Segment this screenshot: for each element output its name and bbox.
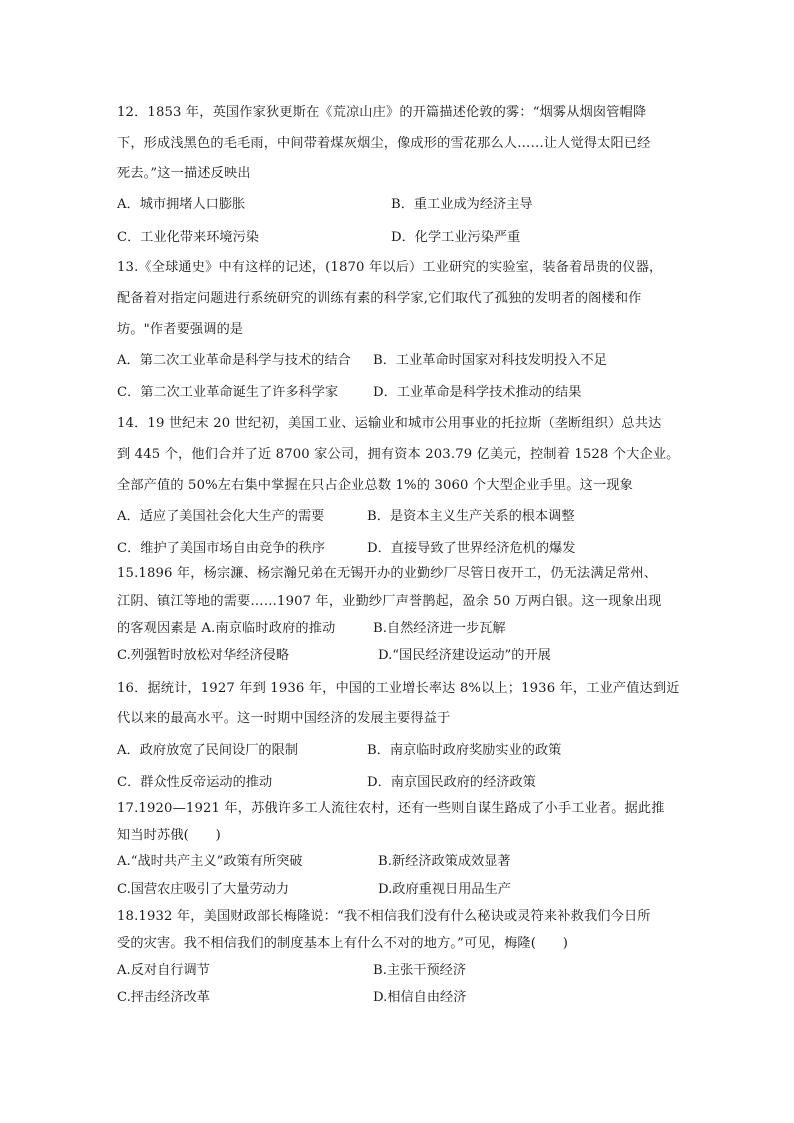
q16-option-b: B．南京临时政府奖励实业的政策 (367, 743, 562, 758)
q14-option-c: C．维护了美国市场自由竞争的秩序 (117, 541, 325, 556)
q17-option-d: D.政府重视日用品生产 (378, 882, 511, 897)
q12-option-c: C．工业化带来环境污染 (117, 230, 259, 245)
q18-option-b: B.主张干预经济 (373, 963, 467, 978)
q15-stem-line-2: 江阴、镇江等地的需要……1907 年，业勤纱厂声誉鹊起，盈余 50 万两白银。这一现象出现 (117, 594, 662, 609)
q14-option-a: A．适应了美国社会化大生产的需要 (117, 509, 325, 524)
q13-stem-line-1: 13.《全球通史》中有这样的记述，(1870 年以后）工业研究的实验室，装备着昂贵的仪器， (117, 260, 663, 275)
q15-option-b: B.自然经济进一步瓦解 (373, 621, 506, 636)
q18-option-d: D.相信自由经济 (373, 990, 467, 1005)
q13-stem-line-3: 坊。"作者要强调的是 (117, 322, 244, 337)
q18-option-c: C.抨击经济改革 (117, 990, 210, 1005)
q13-stem-line-2: 配备着对指定问题进行系统研究的训练有素的科学家,它们取代了孤独的发明者的阁楼和作 (117, 291, 642, 306)
q13-option-d: D．工业革命是科学技术推动的结果 (373, 385, 582, 400)
q13-option-a: A．第二次工业革命是科学与技术的结合 (117, 353, 351, 368)
q12-option-d: D．化学工业污染严重 (391, 230, 521, 245)
q15-option-d: D.“国民经济建设运动”的开展 (378, 648, 551, 663)
q15-stem-line-3: 的客观因素是 A.南京临时政府的推动 (117, 621, 336, 636)
q16-option-d: D．南京国民政府的经济政策 (367, 775, 536, 790)
q12-stem-line-1: 12．1853 年，英国作家狄更斯在《荒凉山庄》的开篇描述伦敦的雾：“烟雾从烟囱管帽降 (117, 105, 647, 120)
q18-option-a: A.反对自行调节 (117, 963, 210, 978)
q14-stem-line-1: 14．19 世纪末 20 世纪初，美国工业、运输业和城市公用事业的托拉斯（垄断组织）总共达 (117, 416, 662, 431)
q14-option-b: B．是资本主义生产关系的根本调整 (367, 509, 575, 524)
q12-stem-line-2: 下，形成浅黑色的毛毛雨，中间带着煤灰烟尘，像成形的雪花那么人……让人觉得太阳已经 (117, 136, 651, 151)
q17-option-a: A.“战时共产主义”政策有所突破 (117, 854, 303, 869)
q12-option-b: B．重工业成为经济主导 (391, 197, 533, 212)
q17-option-b: B.新经济政策成效显著 (378, 854, 511, 869)
q17-stem-line-2: 知当时苏俄( ) (117, 828, 221, 843)
q17-stem-line-1: 17.1920—1921 年，苏俄许多工人流往农村，还有一些则自谋生路成了小手工业者。据此推 (117, 801, 665, 816)
q14-stem-line-2: 到 445 个，他们合并了近 8700 家公司，拥有资本 203.79 亿美元，控制着 1528 个大企业。 (117, 447, 680, 462)
q12-option-a: A．城市拥堵人口膨胀 (117, 197, 246, 212)
q13-option-c: C．第二次工业革命诞生了许多科学家 (117, 385, 339, 400)
q16-option-a: A．政府放宽了民间设厂的限制 (117, 743, 298, 758)
q14-stem-line-3: 全部产值的 50%左右集中掌握在只占企业总数 1%的 3060 个大型企业手里。这一现象 (117, 478, 633, 493)
q15-stem-line-1: 15.1896 年，杨宗濂、杨宗瀚兄弟在无锡开办的业勤纱厂尽管日夜开工，仍无法满足常州、 (117, 566, 658, 581)
q16-option-c: C．群众性反帝运动的推动 (117, 775, 273, 790)
q12-stem-line-3: 死去。”这一描述反映出 (117, 166, 251, 181)
q16-stem-line-1: 16．据统计，1927 年到 1936 年，中国的工业增长率达 8%以上；1936 年，工业产值达到近 (117, 681, 680, 696)
q17-option-c: C.国营农庄吸引了大量劳动力 (117, 882, 290, 897)
q15-option-c: C.列强暂时放松对华经济侵略 (117, 648, 290, 663)
q18-stem-line-1: 18.1932 年，美国财政部长梅隆说：“我不相信我们没有什么秘诀或灵符来补救我们今日所 (117, 909, 651, 924)
q18-stem-line-2: 受的灾害。我不相信我们的制度基本上有什么不对的地方。”可见，梅隆( ) (117, 936, 569, 951)
q14-option-d: D．直接导致了世界经济危机的爆发 (367, 541, 576, 556)
q16-stem-line-2: 代以来的最高水平。这一时期中国经济的发展主要得益于 (117, 711, 451, 726)
q13-option-b: B．工业革命时国家对科技发明投入不足 (373, 353, 607, 368)
